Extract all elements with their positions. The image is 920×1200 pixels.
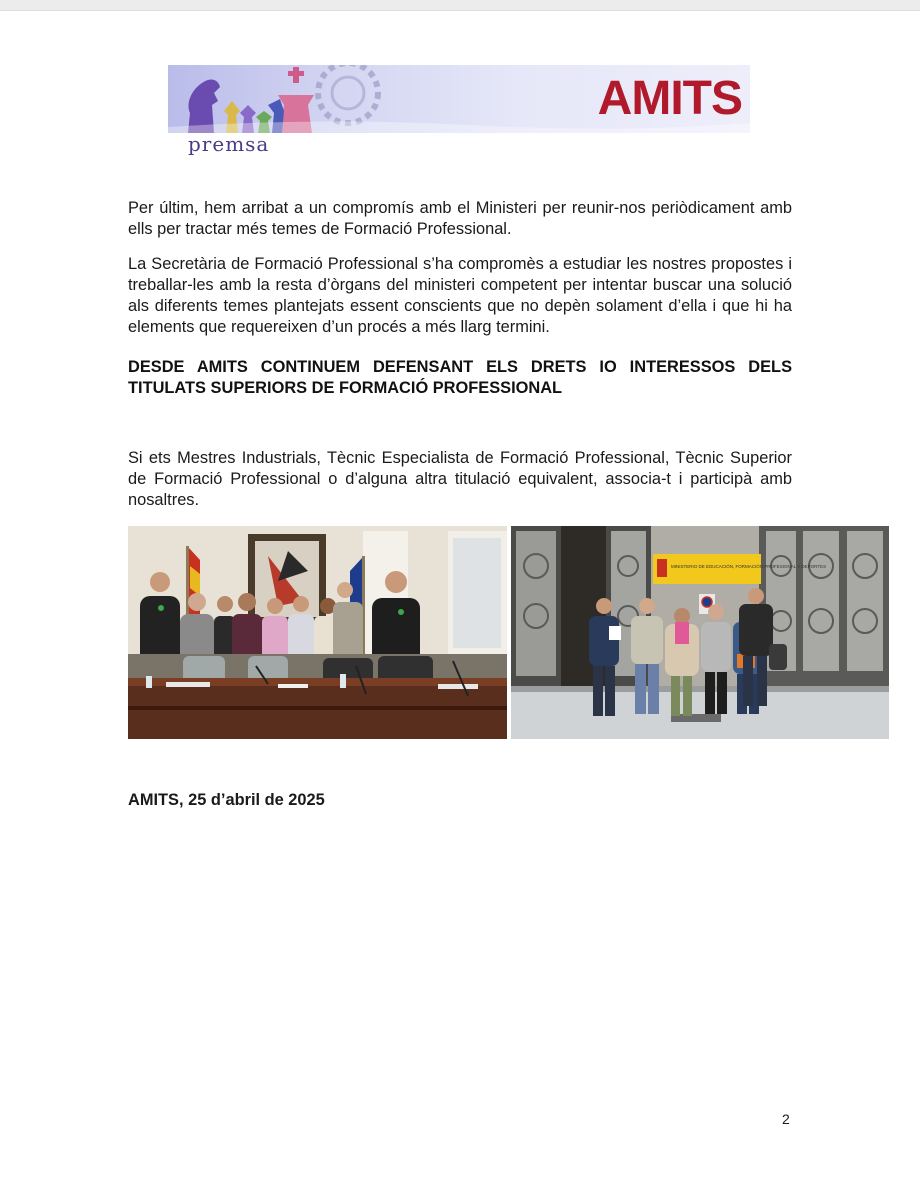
signature-date: AMITS, 25 d’abril de 2025 <box>128 791 325 809</box>
amits-logo-text: AMITS <box>597 72 742 125</box>
meeting-photo <box>128 526 507 739</box>
ministry-sign-text: MINISTERIO DE EDUCACIÓN, FORMACIÓN PROFESIONAL Y DEPORTES <box>671 564 827 569</box>
paragraph-commitment: Per últim, hem arribat a un compromís amb el Ministeri per reunir-nos periòdicament amb ells per tractar més temes de Formació Professional. <box>128 199 792 238</box>
header-banner <box>168 65 750 133</box>
defense-heading: DESDE AMITS CONTINUEM DEFENSANT ELS DRETS IO INTERESSOS DELS TITULATS SUPERIORS DE FORMACIÓ PROFESSIONAL <box>128 358 792 397</box>
paragraph-secretary: La Secretària de Formació Professional s’ha compromès a estudiar les nostres propostes i treballar-les amb la resta d’òrgans del ministeri competent per intentar buscar una solució als diferents temes plantejats essent conscients que no depèn solament d’ella i que hi ha elements que requereixen d’un procés a més llarg termini. <box>128 255 792 336</box>
premsa-label: premsa <box>188 132 270 156</box>
ministry-entrance-photo <box>511 526 889 739</box>
page-number: 2 <box>782 1111 790 1127</box>
page-top-border <box>0 0 920 11</box>
paragraph-invitation: Si ets Mestres Industrials, Tècnic Especialista de Formació Professional, Tècnic Superior de Formació Professional o d’alguna altra titulació equivalent, associa-t i participà amb nosaltres. <box>128 449 792 509</box>
